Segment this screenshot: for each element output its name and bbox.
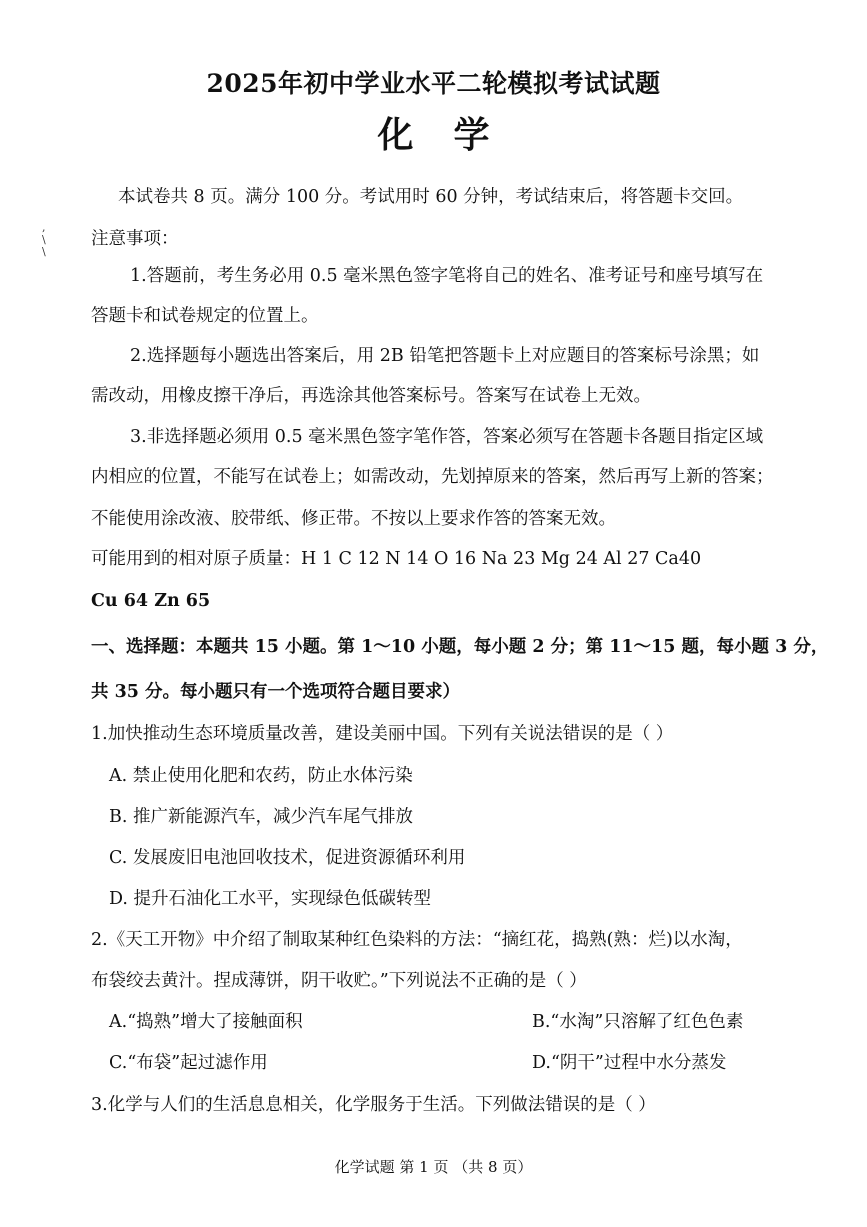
question-2-option-c: C.“布袋”起过滤作用 [109,1053,268,1073]
notice-item-3-line-3: 不能使用涂改液、胶带纸、修正带。不按以上要求作答的答案无效。 [91,509,616,529]
section-1-heading-line-2: 共 35 分。每小题只有一个选项符合题目要求） [91,682,461,702]
intro-text: 本试卷共 8 页。满分 100 分。考试用时 60 分钟，考试结束后，将答题卡交回。 [118,187,744,207]
question-2-option-b: B.“水淘”只溶解了红色色素 [532,1012,744,1032]
question-1-option-c: C. 发展废旧电池回收技术，促进资源循环利用 [109,848,466,868]
question-2-option-d: D.“阴干”过程中水分蒸发 [532,1053,727,1073]
atomic-mass-line-2: Cu 64 Zn 65 [91,591,211,611]
question-1-option-a: A. 禁止使用化肥和农药，防止水体污染 [109,766,413,786]
notice-item-3-line-2: 内相应的位置，不能写在试卷上；如需改动，先划掉原来的答案，然后再写上新的答案； [91,467,774,487]
subject-title: 化学 [377,114,530,156]
question-1-stem: 1.加快推动生态环境质量改善，建设美丽中国。下列有关说法错误的是（ ） [91,724,674,744]
margin-mark: , \ \ [42,221,46,258]
section-1-heading-line-1: 一、选择题：本题共 15 小题。第 1～10 小题，每小题 2 分；第 11～15 题，每小题 3 分， [91,637,829,657]
question-2-stem-line-2: 布袋绞去黄汁。捏成薄饼，阴干收贮。”下列说法不正确的是（ ） [91,971,587,991]
notice-item-1-line-1: 1.答题前，考生务必用 0.5 毫米黑色签字笔将自己的姓名、准考证号和座号填写在 [130,266,764,286]
question-3-stem: 3.化学与人们的生活息息相关，化学服务于生活。下列做法错误的是（ ） [91,1095,656,1115]
question-2-stem-line-1: 2.《天工开物》中介绍了制取某种红色染料的方法：“摘红花，捣熟(熟：烂)以水淘， [91,930,743,950]
exam-title: 2025年初中学业水平二轮模拟考试试题 [206,69,661,98]
notice-item-1-line-2: 答题卡和试卷规定的位置上。 [91,306,319,326]
notice-item-3-line-1: 3.非选择题必须用 0.5 毫米黑色签字笔作答，答案必须写在答题卡各题目指定区域 [130,427,764,447]
question-1-option-b: B. 推广新能源汽车，减少汽车尾气排放 [109,807,413,827]
atomic-mass-line-1: 可能用到的相对原子质量：H 1 C 12 N 14 O 16 Na 23 Mg 24 Al 27 Ca40 [91,549,702,569]
notice-item-2-line-1: 2.选择题每小题选出答案后，用 2B 铅笔把答题卡上对应题目的答案标号涂黑；如 [130,346,760,366]
page-footer: 化学试题 第 1 页 （共 8 页） [334,1158,533,1176]
question-2-option-a: A.“捣熟”增大了接触面积 [109,1012,303,1032]
notice-item-2-line-2: 需改动，用橡皮擦干净后，再选涂其他答案标号。答案写在试卷上无效。 [91,386,651,406]
notice-heading: 注意事项： [91,229,179,249]
question-1-option-d: D. 提升石油化工水平，实现绿色低碳转型 [109,889,432,909]
